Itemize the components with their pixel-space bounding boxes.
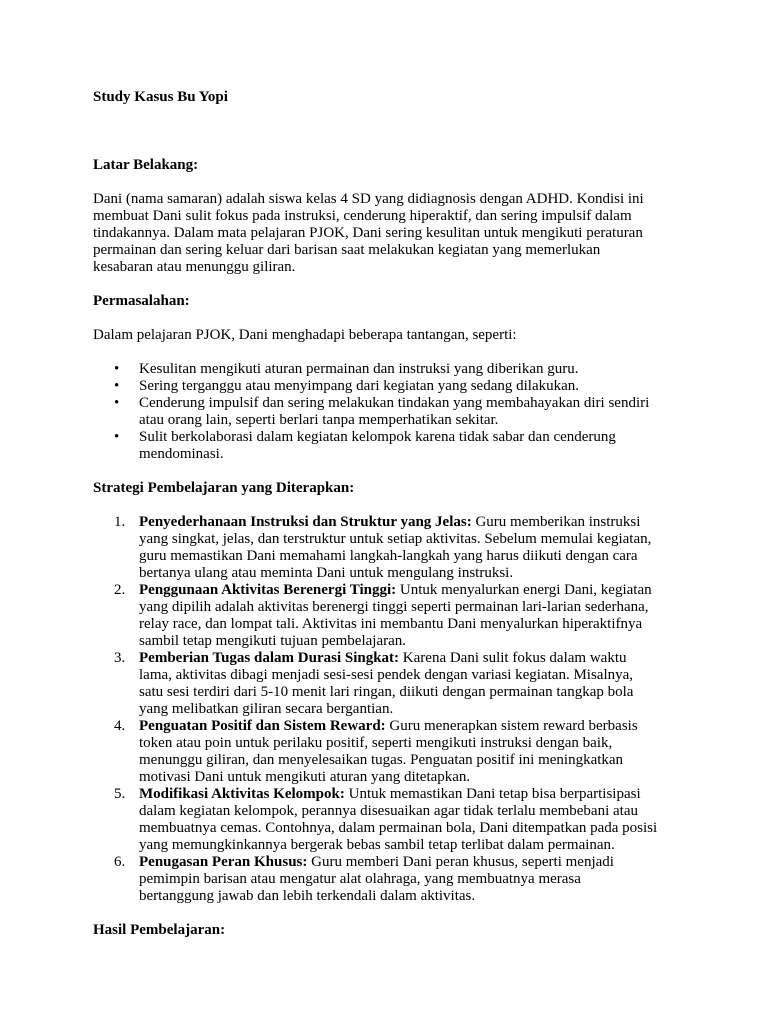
list-number: 1. xyxy=(114,514,126,530)
paragraph-line: Dani (nama samaran) adalah siswa kelas 4 SD yang didiagnosis dengan ADHD. Kondisi ini xyxy=(93,191,644,207)
list-item: • Kesulitan mengikuti aturan permainan dan instruksi yang diberikan guru. xyxy=(139,361,683,378)
permasalahan-intro: Dalam pelajaran PJOK, Dani menghadapi beberapa tantangan, seperti: xyxy=(93,327,517,343)
list-number: 3. xyxy=(114,650,126,666)
list-item: 4. Penguatan Positif dan Sistem Reward: Guru menerapkan sistem reward berbasis token atau poin untuk perilaku positif, seperti mengikuti instruksi dengan baik, menunggu giliran, dan menyelesaikan tugas. Penguatan positif ini meningkatkan motivasi Dani untuk mengikuti aturan yang ditetapkan. xyxy=(114,718,638,785)
list-item: • Sulit berkolaborasi dalam kegiatan kelompok karena tidak sabar dan cenderung mendominasi. xyxy=(139,429,683,463)
strategy-title: Modifikasi Aktivitas Kelompok: xyxy=(139,786,345,802)
strategy-title: Penggunaan Aktivitas Berenergi Tinggi: xyxy=(139,582,397,598)
list-item: 3. Pemberian Tugas dalam Durasi Singkat: Karena Dani sulit fokus dalam waktu lama, aktivitas dibagi menjadi sesi-sesi pendek dengan variasi kegiatan. Misalnya, satu sesi terdiri dari 5-10 menit lari ringan, diikuti dengan permainan tangkap bola yang melibatkan giliran secara bergantian. xyxy=(114,650,634,717)
list-item: • Sering terganggu atau menyimpang dari kegiatan yang sedang dilakukan. xyxy=(139,378,683,395)
strategy-title: Penugasan Peran Khusus: xyxy=(139,854,308,870)
paragraph-line: tindakannya. Dalam mata pelajaran PJOK, Dani sering kesulitan untuk mengikuti peraturan xyxy=(93,225,643,241)
list-item: • Cenderung impulsif dan sering melakukan tindakan yang membahayakan diri sendiri atau orang lain, seperti berlari tanpa memperhatikan sekitar. xyxy=(139,395,683,429)
list-number: 6. xyxy=(114,854,126,870)
paragraph-line: membuat Dani sulit fokus pada instruksi, cenderung hiperaktif, dan sering impulsif dalam xyxy=(93,208,632,224)
document-title: Study Kasus Bu Yopi xyxy=(93,89,228,105)
strategy-title: Pemberian Tugas dalam Durasi Singkat: xyxy=(139,650,400,666)
list-number: 2. xyxy=(114,582,126,598)
latar-belakang-paragraph xyxy=(93,191,683,276)
section-heading-strategi: Strategi Pembelajaran yang Diterapkan: xyxy=(93,480,355,496)
list-number: 4. xyxy=(114,718,126,734)
permasalahan-list xyxy=(93,361,683,463)
section-heading-permasalahan: Permasalahan: xyxy=(93,293,190,309)
document-page xyxy=(93,89,683,939)
strategy-title: Penguatan Positif dan Sistem Reward: xyxy=(139,718,386,734)
strategi-list xyxy=(93,514,683,905)
list-item: 1. Penyederhanaan Instruksi dan Struktur yang Jelas: Guru memberikan instruksi yang singkat, jelas, dan terstruktur untuk setiap aktivitas. Sebelum memulai kegiatan, guru memastikan Dani memahami langkah-langkah yang harus diikuti dengan cara bertanya ulang atau meminta Dani untuk mengulang instruksi. xyxy=(114,514,652,581)
paragraph-line: kesabaran atau menunggu giliran. xyxy=(93,259,296,275)
section-heading-hasil: Hasil Pembelajaran: xyxy=(93,922,226,938)
list-item: 5. Modifikasi Aktivitas Kelompok: Untuk memastikan Dani tetap bisa berpartisipasi dalam kegiatan kelompok, perannya disesuaikan agar tidak terlalu membebani atau membuatnya cemas. Contohnya, dalam permainan bola, Dani ditempatkan pada posisi yang memungkinkannya bergerak bebas sambil tetap terlibat dalam permainan. xyxy=(114,786,658,853)
paragraph-line: permainan dan sering keluar dari barisan saat melakukan kegiatan yang memerlukan xyxy=(93,242,601,258)
list-item: 6. Penugasan Peran Khusus: Guru memberi Dani peran khusus, seperti menjadi pemimpin barisan atau mengatur alat olahraga, yang membuatnya merasa bertanggung jawab dan lebih terkendali dalam aktivitas. xyxy=(114,854,614,904)
strategy-title: Penyederhanaan Instruksi dan Struktur yang Jelas: xyxy=(139,514,472,530)
list-number: 5. xyxy=(114,786,126,802)
section-heading-latar-belakang: Latar Belakang: xyxy=(93,157,199,173)
list-item: 2. Penggunaan Aktivitas Berenergi Tinggi: Untuk menyalurkan energi Dani, kegiatan yang dipilih adalah aktivitas berenergi tinggi seperti permainan lari-larian sederhana, relay race, dan lompat tali. Aktivitas ini membantu Dani menyalurkan hiperaktifnya sambil tetap mengikuti tujuan pembelajaran. xyxy=(114,582,652,649)
